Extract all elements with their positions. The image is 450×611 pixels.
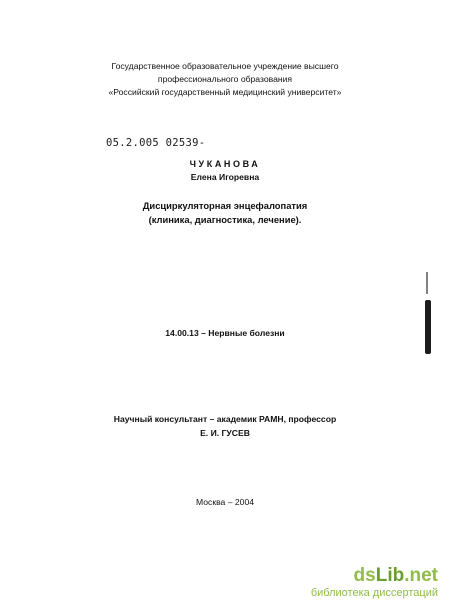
dissertation-title-line-2: (клиника, диагностика, лечение). <box>148 214 302 225</box>
author-given-names: Елена Игоревна <box>190 172 260 182</box>
specialty-code: 14.00.13 – Нервные болезни <box>165 328 285 338</box>
watermark-lib: Lib <box>375 565 405 586</box>
dslib-watermark <box>311 566 438 600</box>
institution-line-2: профессионального образования <box>157 74 293 84</box>
watermark-net: .net <box>404 565 438 586</box>
watermark-subtitle: библиотека диссертаций <box>310 587 438 599</box>
scan-edge-mark-small <box>426 272 428 294</box>
watermark-ds: ds <box>353 565 376 586</box>
archive-stamp-number: 05.2.005 02539- <box>106 137 206 149</box>
advisor-line-1: Научный консультант – академик РАМН, профессор <box>113 414 337 424</box>
institution-line-1: Государственное образовательное учреждение высшего <box>111 61 339 71</box>
institution-line-3: «Российский государственный медицинский университет» <box>108 87 342 97</box>
dissertation-title-line-1: Дисциркуляторная энцефалопатия <box>142 200 308 211</box>
scan-edge-mark-large <box>425 300 431 354</box>
author-surname: ЧУКАНОВА <box>189 159 261 169</box>
place-and-year: Москва – 2004 <box>195 497 254 507</box>
advisor-name: Е. И. ГУСЕВ <box>200 428 250 438</box>
